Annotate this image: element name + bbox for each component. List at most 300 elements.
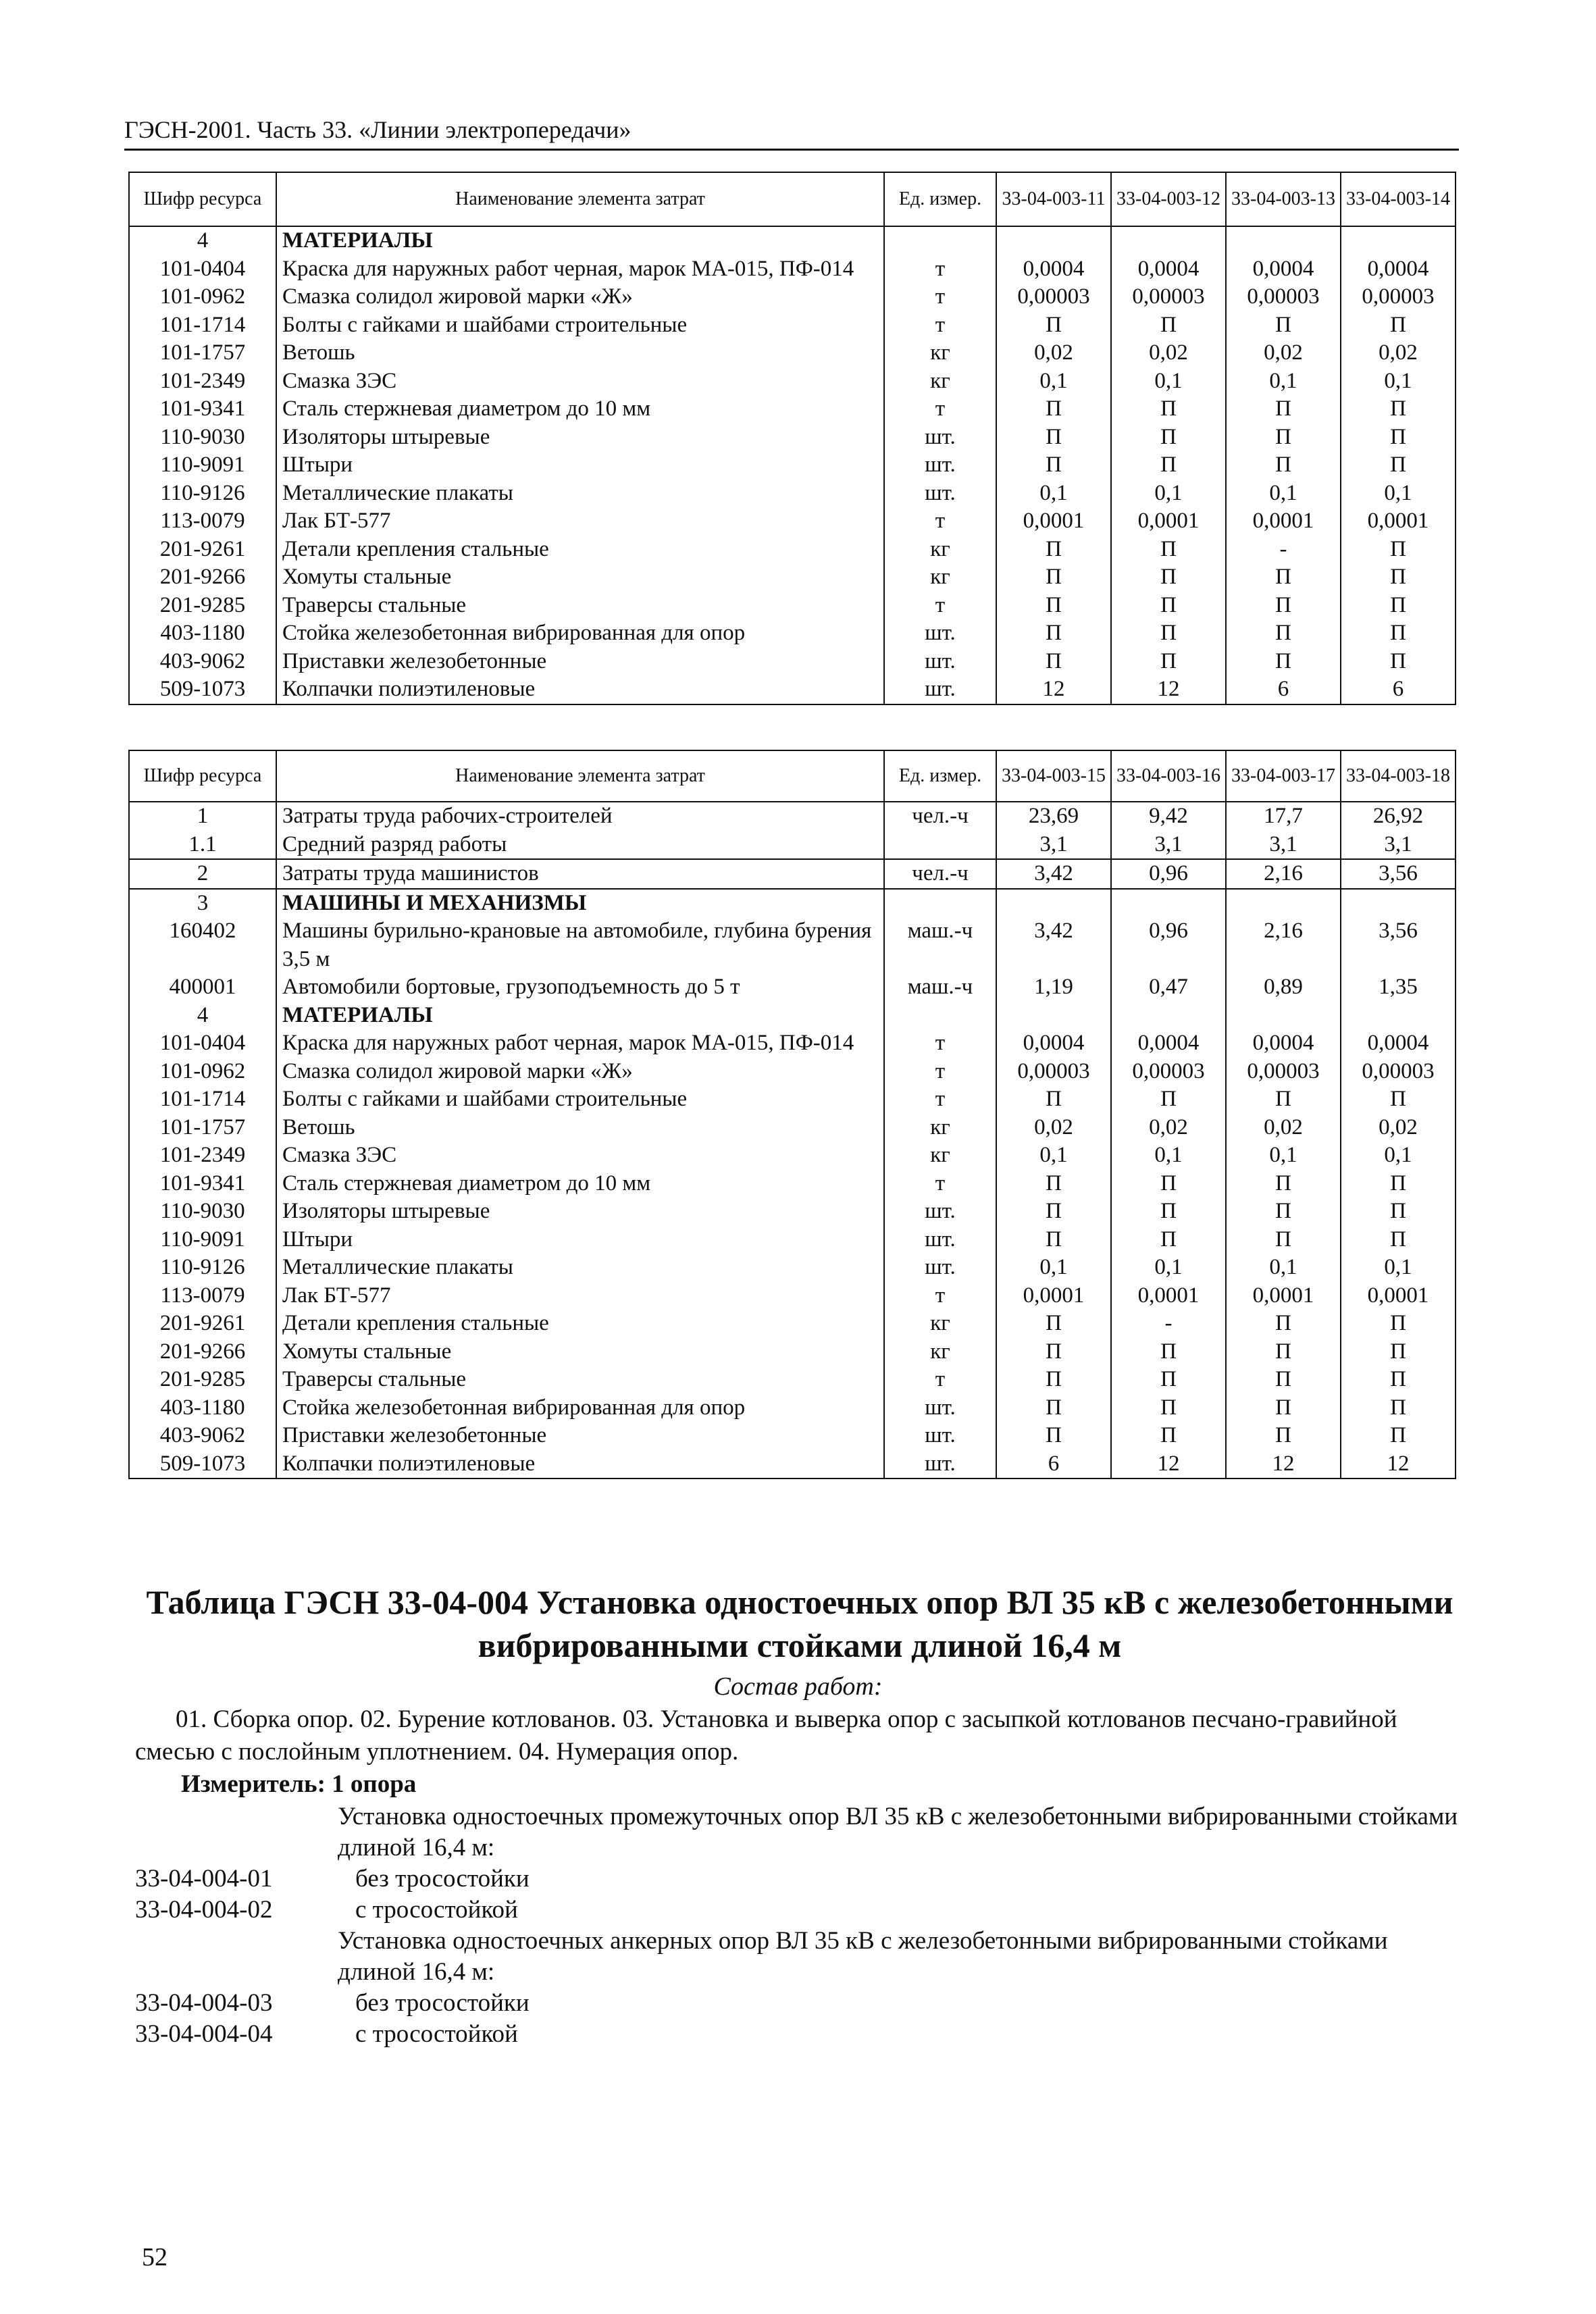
cell-value: 3,56: [1341, 917, 1456, 973]
cell-value: П: [996, 1338, 1111, 1366]
cell-value: 3,42: [996, 917, 1111, 973]
cell-name: Траверсы стальные: [276, 1366, 884, 1394]
cell-value: 0,02: [1226, 339, 1341, 367]
cell-value: П: [1111, 1366, 1226, 1394]
cell-value: [1341, 1002, 1456, 1030]
cell-value: 0,1: [1341, 1254, 1456, 1282]
cell-code: 201-9285: [129, 592, 276, 620]
table-row: [129, 1226, 1456, 1254]
cell-value: П: [996, 1170, 1111, 1198]
cell-value: 12: [1226, 1450, 1341, 1479]
cell-value: 0,0004: [1111, 1029, 1226, 1058]
cell-code: 1.1: [129, 831, 276, 860]
cell-name: Болты с гайками и шайбами строительные: [276, 311, 884, 340]
cell-unit: т: [884, 1058, 996, 1086]
cell-value: П: [1226, 1422, 1341, 1450]
cell-code: 201-9266: [129, 563, 276, 592]
table-row: [129, 395, 1456, 423]
cell-value: П: [1341, 1422, 1456, 1450]
cell-value: П: [1341, 1198, 1456, 1226]
cell-unit: шт.: [884, 1450, 996, 1479]
cell-value: П: [1226, 563, 1341, 592]
col-header-value: 33-04-003-15: [996, 750, 1111, 802]
cell-code: 201-9261: [129, 536, 276, 564]
cell-value: 0,89: [1226, 973, 1341, 1002]
cell-value: П: [1226, 619, 1341, 648]
cell-value: 0,0001: [1226, 507, 1341, 536]
cell-value: 0,00003: [996, 1058, 1111, 1086]
norm-item: [135, 1895, 1459, 1926]
cell-value: П: [1226, 1338, 1341, 1366]
cell-value: [1111, 226, 1226, 255]
cell-name: Хомуты стальные: [276, 1338, 884, 1366]
cell-value: П: [996, 1226, 1111, 1254]
cell-value: П: [1111, 1170, 1226, 1198]
cell-name: Затраты труда машинистов: [276, 859, 884, 889]
table-row: [129, 592, 1456, 620]
cell-value: 0,47: [1111, 973, 1226, 1002]
cell-unit: шт.: [884, 1394, 996, 1422]
table-row: [129, 1085, 1456, 1114]
cell-value: П: [1341, 1338, 1456, 1366]
cell-value: 0,0004: [1341, 1029, 1456, 1058]
cell-name: Приставки железобетонные: [276, 648, 884, 676]
cell-unit: т: [884, 592, 996, 620]
table-row: [129, 1029, 1456, 1058]
cell-value: П: [996, 451, 1111, 480]
table-row: [129, 802, 1456, 831]
table-row: [129, 1002, 1456, 1030]
col-header-value: 33-04-003-17: [1226, 750, 1341, 802]
col-header-value: 33-04-003-12: [1111, 172, 1226, 226]
norm-text: с тросостойкой: [355, 2020, 518, 2048]
table-row: [129, 1422, 1456, 1450]
page-number: 52: [142, 2243, 168, 2271]
cell-unit: кг: [884, 367, 996, 396]
cell-code: 101-1757: [129, 339, 276, 367]
cell-code: 101-1714: [129, 311, 276, 340]
cell-unit: т: [884, 255, 996, 284]
cell-code: 3: [129, 889, 276, 918]
table-row: [129, 889, 1456, 918]
cell-unit: шт.: [884, 1254, 996, 1282]
cell-value: 0,1: [996, 480, 1111, 508]
cell-code: 509-1073: [129, 675, 276, 704]
cell-value: П: [1226, 311, 1341, 340]
cell-unit: шт.: [884, 480, 996, 508]
cell-value: -: [1226, 536, 1341, 564]
cell-value: П: [996, 1198, 1111, 1226]
cell-name: Лак БТ-577: [276, 507, 884, 536]
table-row: [129, 1310, 1456, 1338]
table-row: [129, 367, 1456, 396]
norm-group-heading: [135, 1926, 1459, 1988]
table-row: [129, 831, 1456, 860]
table-row: [129, 563, 1456, 592]
cell-value: 23,69: [996, 802, 1111, 831]
cell-name: МАШИНЫ И МЕХАНИЗМЫ: [276, 889, 884, 918]
cell-code: 403-9062: [129, 648, 276, 676]
cell-value: 0,1: [1111, 367, 1226, 396]
col-header-value: 33-04-003-11: [996, 172, 1111, 226]
cell-name: Стойка железобетонная вибрированная для опор: [276, 1394, 884, 1422]
norm-text: с тросостойкой: [355, 1896, 518, 1924]
cell-value: 12: [1111, 1450, 1226, 1479]
col-header-name: Наименование элемента затрат: [276, 750, 884, 802]
composition-text: 01. Сборка опор. 02. Бурение котлованов. 03. Установка и выверка опор с засыпкой котлованов песчано-гравийной смесью с послойным уплотнением. 04. Нумерация опор.: [135, 1705, 1397, 1766]
cell-value: [1226, 1002, 1341, 1030]
cell-value: П: [1341, 648, 1456, 676]
cell-code: 113-0079: [129, 507, 276, 536]
cell-value: 0,02: [996, 339, 1111, 367]
cell-value: [1226, 226, 1341, 255]
cell-value: П: [996, 1085, 1111, 1114]
cell-value: П: [1111, 451, 1226, 480]
cell-unit: кг: [884, 1114, 996, 1142]
cell-value: П: [1341, 311, 1456, 340]
cell-unit: шт.: [884, 675, 996, 704]
table-body: [129, 226, 1456, 704]
cell-value: 0,0004: [1226, 1029, 1341, 1058]
cell-name: Изоляторы штыревые: [276, 1198, 884, 1226]
table-row: [129, 451, 1456, 480]
cell-unit: шт.: [884, 1226, 996, 1254]
cell-name: Детали крепления стальные: [276, 1310, 884, 1338]
col-header-value: 33-04-003-16: [1111, 750, 1226, 802]
norm-code: [135, 1801, 338, 1863]
cell-value: П: [1226, 1085, 1341, 1114]
cell-value: 1,19: [996, 973, 1111, 1002]
cell-code: 110-9126: [129, 1254, 276, 1282]
cell-value: П: [1341, 1310, 1456, 1338]
cell-name: Штыри: [276, 1226, 884, 1254]
cell-value: 3,42: [996, 859, 1111, 889]
cell-name: Колпачки полиэтиленовые: [276, 1450, 884, 1479]
cell-value: 0,1: [1226, 1141, 1341, 1170]
col-header-value: 33-04-003-18: [1341, 750, 1456, 802]
cell-value: 6: [996, 1450, 1111, 1479]
cell-unit: кг: [884, 1310, 996, 1338]
cell-value: П: [1341, 619, 1456, 648]
cell-value: П: [1226, 1198, 1341, 1226]
cell-unit: кг: [884, 1338, 996, 1366]
cell-value: 0,02: [1111, 1114, 1226, 1142]
cell-value: П: [1226, 1394, 1341, 1422]
cell-value: 3,1: [1226, 831, 1341, 860]
table-row: [129, 1114, 1456, 1142]
cell-value: 0,0004: [996, 255, 1111, 284]
cell-code: 101-9341: [129, 1170, 276, 1198]
cell-value: П: [1111, 536, 1226, 564]
cell-value: П: [1111, 311, 1226, 340]
cell-name: Смазка солидол жировой марки «Ж»: [276, 1058, 884, 1086]
cell-value: 0,00003: [1226, 283, 1341, 311]
cell-value: [1226, 889, 1341, 918]
table-row: [129, 1394, 1456, 1422]
cell-value: П: [996, 1394, 1111, 1422]
norm-code: 33-04-004-03: [135, 1989, 273, 2017]
running-header: ГЭСН-2001. Часть 33. «Линии электропередачи»: [124, 113, 1459, 151]
cell-code: 201-9285: [129, 1366, 276, 1394]
cell-unit: кг: [884, 536, 996, 564]
table-row: [129, 283, 1456, 311]
cell-unit: т: [884, 1282, 996, 1310]
cell-value: 0,00003: [1341, 1058, 1456, 1086]
cell-unit: маш.-ч: [884, 917, 996, 973]
table-row: [129, 1058, 1456, 1086]
col-header-code: Шифр ресурса: [129, 172, 276, 226]
table-row: [129, 1338, 1456, 1366]
cell-code: 4: [129, 226, 276, 255]
cell-code: 101-1757: [129, 1114, 276, 1142]
cell-value: П: [996, 619, 1111, 648]
cell-name: Приставки железобетонные: [276, 1422, 884, 1450]
cell-name: Изоляторы штыревые: [276, 423, 884, 452]
cell-value: [1341, 889, 1456, 918]
cell-value: 12: [1341, 1450, 1456, 1479]
cell-unit: т: [884, 1170, 996, 1198]
cell-code: 110-9030: [129, 1198, 276, 1226]
cell-value: 0,1: [1341, 1141, 1456, 1170]
cell-value: П: [1341, 1394, 1456, 1422]
norm-code: 33-04-004-04: [135, 2020, 273, 2048]
table-row: [129, 1170, 1456, 1198]
meter-label: Измеритель: 1 опора: [181, 1770, 417, 1798]
cell-value: П: [1341, 395, 1456, 423]
cell-value: 0,96: [1111, 917, 1226, 973]
cell-value: 2,16: [1226, 859, 1341, 889]
cell-value: 0,02: [996, 1114, 1111, 1142]
cell-value: 26,92: [1341, 802, 1456, 831]
cell-name: Металлические плакаты: [276, 480, 884, 508]
cell-code: 110-9091: [129, 451, 276, 480]
cell-value: П: [1226, 423, 1341, 452]
cell-value: П: [1111, 1422, 1226, 1450]
cell-value: П: [996, 311, 1111, 340]
cell-value: 0,1: [996, 1141, 1111, 1170]
cell-value: П: [1111, 619, 1226, 648]
cell-code: 2: [129, 859, 276, 889]
cell-code: 403-1180: [129, 619, 276, 648]
cell-value: П: [996, 1422, 1111, 1450]
col-header-unit: Ед. измер.: [884, 172, 996, 226]
table-row: [129, 226, 1456, 255]
cell-code: 4: [129, 1002, 276, 1030]
cell-value: П: [1341, 1366, 1456, 1394]
norm-item: [135, 1988, 1459, 2019]
cell-value: 0,96: [1111, 859, 1226, 889]
cell-unit: шт.: [884, 1198, 996, 1226]
cell-value: П: [1226, 1226, 1341, 1254]
cell-value: 12: [996, 675, 1111, 704]
cell-value: П: [1226, 1310, 1341, 1338]
cell-name: Машины бурильно-крановые на автомобиле, глубина бурения 3,5 м: [276, 917, 884, 973]
cell-unit: шт.: [884, 648, 996, 676]
table-row: [129, 536, 1456, 564]
cell-value: 17,7: [1226, 802, 1341, 831]
cell-value: П: [1111, 1338, 1226, 1366]
table-body: [129, 802, 1456, 1479]
cell-value: 0,1: [1111, 480, 1226, 508]
section-title: Таблица ГЭСН 33-04-004 Установка одностоечных опор ВЛ 35 кВ с железобетонными вибрированными стойками длиной 16,4 м: [146, 1583, 1453, 1664]
col-header-code: Шифр ресурса: [129, 750, 276, 802]
cell-name: Средний разряд работы: [276, 831, 884, 860]
cell-value: П: [996, 395, 1111, 423]
table-row: [129, 859, 1456, 889]
cell-name: Хомуты стальные: [276, 563, 884, 592]
cell-unit: шт.: [884, 619, 996, 648]
cell-value: П: [996, 592, 1111, 620]
cell-value: П: [1341, 1226, 1456, 1254]
cell-name: Штыри: [276, 451, 884, 480]
cell-value: П: [996, 1310, 1111, 1338]
norm-text: Установка одностоечных анкерных опор ВЛ 35 кВ с железобетонными вибрированными стойками длиной 16,4 м:: [338, 1927, 1388, 1986]
cell-code: 160402: [129, 917, 276, 973]
norm-text: без тросостойки: [355, 1989, 530, 2017]
table-row: [129, 480, 1456, 508]
cell-value: 0,02: [1341, 1114, 1456, 1142]
cell-value: 2,16: [1226, 917, 1341, 973]
cell-value: П: [1111, 563, 1226, 592]
cell-value: 0,0001: [1111, 1282, 1226, 1310]
col-header-unit: Ед. измер.: [884, 750, 996, 802]
cell-value: П: [1341, 592, 1456, 620]
cell-value: 0,0004: [996, 1029, 1111, 1058]
cell-value: [996, 1002, 1111, 1030]
cell-code: 201-9261: [129, 1310, 276, 1338]
cell-code: 101-0962: [129, 1058, 276, 1086]
cell-name: Стойка железобетонная вибрированная для опор: [276, 619, 884, 648]
cell-value: П: [1111, 592, 1226, 620]
cell-code: 400001: [129, 973, 276, 1002]
cell-unit: т: [884, 1029, 996, 1058]
cell-code: 113-0079: [129, 1282, 276, 1310]
cell-value: П: [996, 563, 1111, 592]
cell-code: 101-2349: [129, 367, 276, 396]
cell-name: Детали крепления стальные: [276, 536, 884, 564]
table-row: [129, 1141, 1456, 1170]
composition-label: Состав работ:: [713, 1672, 883, 1701]
cell-value: 0,02: [1226, 1114, 1341, 1142]
cell-unit: шт.: [884, 1422, 996, 1450]
cell-code: 403-1180: [129, 1394, 276, 1422]
cell-value: 0,0001: [996, 507, 1111, 536]
cell-value: 0,0004: [1226, 255, 1341, 284]
table-row: [129, 507, 1456, 536]
table-row: [129, 917, 1456, 973]
cell-value: 6: [1341, 675, 1456, 704]
cell-code: 1: [129, 802, 276, 831]
cell-value: 0,1: [1341, 367, 1456, 396]
cell-unit: т: [884, 283, 996, 311]
cell-code: 110-9030: [129, 423, 276, 452]
cell-unit: чел.-ч: [884, 859, 996, 889]
cell-value: [1111, 1002, 1226, 1030]
cell-value: [996, 226, 1111, 255]
cell-value: 0,1: [1226, 1254, 1341, 1282]
cell-value: 0,1: [1226, 480, 1341, 508]
cell-unit: [884, 831, 996, 860]
cell-value: П: [1111, 1226, 1226, 1254]
table-row: [129, 255, 1456, 284]
cell-unit: шт.: [884, 451, 996, 480]
cell-value: 0,02: [1341, 339, 1456, 367]
cell-name: Сталь стержневая диаметром до 10 мм: [276, 1170, 884, 1198]
cell-value: 0,0001: [996, 1282, 1111, 1310]
cell-unit: шт.: [884, 423, 996, 452]
norm-code: 33-04-004-02: [135, 1896, 273, 1924]
cell-code: 201-9266: [129, 1338, 276, 1366]
cell-unit: т: [884, 311, 996, 340]
norm-text: без тросостойки: [355, 1865, 530, 1893]
norm-list: [135, 1801, 1459, 2050]
cell-value: 9,42: [1111, 802, 1226, 831]
cell-value: 0,0001: [1111, 507, 1226, 536]
col-header-value: 33-04-003-13: [1226, 172, 1341, 226]
cell-unit: т: [884, 1085, 996, 1114]
cell-value: 0,1: [1226, 367, 1341, 396]
table-row: [129, 339, 1456, 367]
cell-code: 509-1073: [129, 1450, 276, 1479]
table-row: [129, 423, 1456, 452]
cell-name: Колпачки полиэтиленовые: [276, 675, 884, 704]
cell-value: 3,1: [1111, 831, 1226, 860]
cell-value: 3,1: [996, 831, 1111, 860]
cell-name: Сталь стержневая диаметром до 10 мм: [276, 395, 884, 423]
cell-value: 0,1: [1341, 480, 1456, 508]
cell-name: МАТЕРИАЛЫ: [276, 1002, 884, 1030]
cell-value: П: [996, 1366, 1111, 1394]
cell-value: П: [1341, 1170, 1456, 1198]
cell-name: Смазка ЗЭС: [276, 1141, 884, 1170]
cell-name: Траверсы стальные: [276, 592, 884, 620]
resource-table-2: [128, 750, 1456, 1479]
cell-value: 0,1: [1111, 1254, 1226, 1282]
cell-value: П: [1111, 1394, 1226, 1422]
cell-value: П: [1111, 395, 1226, 423]
cell-value: П: [1226, 1366, 1341, 1394]
cell-value: 0,00003: [1111, 283, 1226, 311]
cell-value: 0,0001: [1341, 1282, 1456, 1310]
table-row: [129, 619, 1456, 648]
cell-value: 0,00003: [996, 283, 1111, 311]
cell-value: 0,02: [1111, 339, 1226, 367]
cell-name: Смазка ЗЭС: [276, 367, 884, 396]
cell-unit: [884, 889, 996, 918]
cell-name: Автомобили бортовые, грузоподъемность до 5 т: [276, 973, 884, 1002]
cell-value: П: [1111, 423, 1226, 452]
cell-name: МАТЕРИАЛЫ: [276, 226, 884, 255]
cell-unit: т: [884, 507, 996, 536]
cell-value: П: [996, 536, 1111, 564]
cell-value: 0,00003: [1341, 283, 1456, 311]
table-row: [129, 1450, 1456, 1479]
cell-unit: кг: [884, 339, 996, 367]
cell-value: П: [1226, 451, 1341, 480]
table-row: [129, 311, 1456, 340]
cell-value: 0,0001: [1341, 507, 1456, 536]
cell-name: Ветошь: [276, 339, 884, 367]
col-header-value: 33-04-003-14: [1341, 172, 1456, 226]
cell-value: 0,00003: [1226, 1058, 1341, 1086]
norm-group-heading: [135, 1801, 1459, 1863]
cell-code: 101-9341: [129, 395, 276, 423]
cell-value: П: [1226, 1170, 1341, 1198]
cell-code: 101-0962: [129, 283, 276, 311]
table-row: [129, 973, 1456, 1002]
cell-code: 101-2349: [129, 1141, 276, 1170]
norm-item: [135, 1863, 1459, 1895]
